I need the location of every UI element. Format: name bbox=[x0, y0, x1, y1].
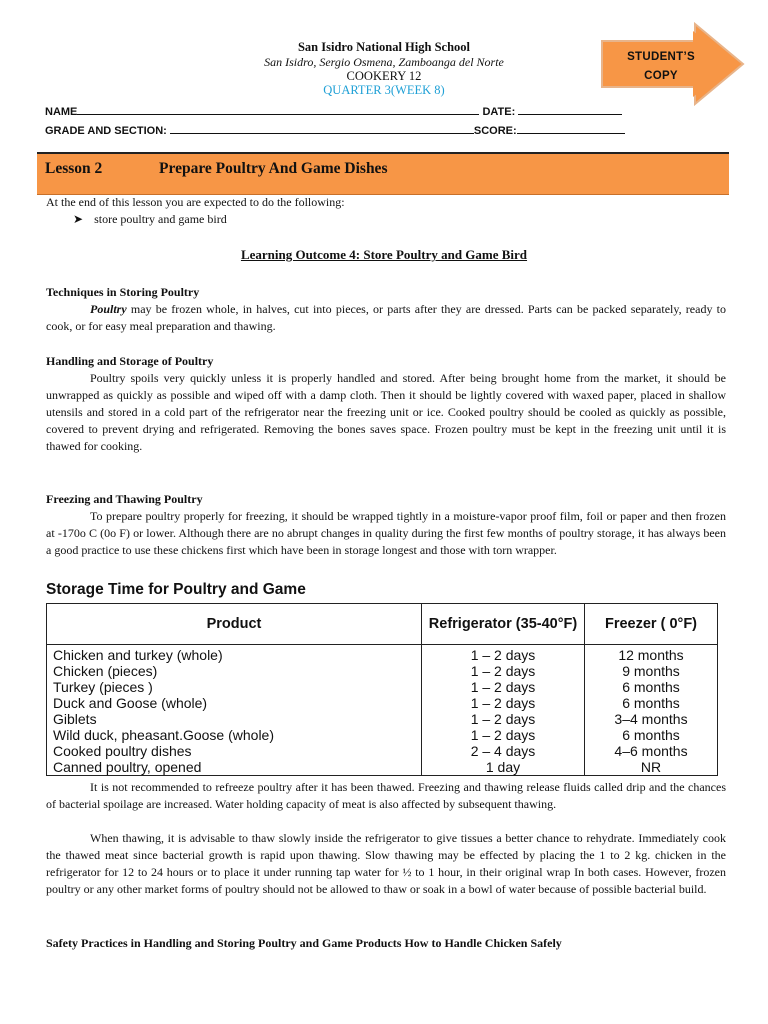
col-header-product: Product bbox=[47, 604, 422, 645]
freezing-heading: Freezing and Thawing Poultry bbox=[46, 492, 203, 506]
score-label: SCORE: bbox=[473, 125, 517, 137]
freezer-cell: 3–4 months bbox=[585, 711, 718, 727]
table-row bbox=[47, 663, 718, 679]
refrigerator-cell: 1 – 2 days bbox=[422, 727, 585, 743]
table-row bbox=[47, 759, 718, 776]
thawing-paragraph: When thawing, it is advisable to thaw slowly inside the refrigerator to give tissues a better chance to rehydrate. Immediately cook the thawed meat since bacterial growth is rapid upon thawing. Slow thawing may be effected by placing the 1 to 2 kg. chicken in the refrigerator for 12 to 24 hours or to place it under running tap water for ½ to 1 hour, in their original wrap In both cases. However, frozen poultry or any other market forms of poultry should not be allowed to thaw or soak in a bowl of water because of possible bacterial build. bbox=[46, 831, 726, 896]
product-cell: Turkey (pieces ) bbox=[47, 679, 422, 695]
table-row bbox=[47, 743, 718, 759]
school-name: San Isidro National High School bbox=[297, 40, 471, 54]
table-row bbox=[47, 645, 718, 664]
safety-heading: Safety Practices in Handling and Storing Poultry and Game Products How to Handle Chicken Safely bbox=[46, 936, 562, 950]
students-copy-arrow-icon bbox=[600, 22, 746, 106]
freezer-cell: 6 months bbox=[585, 679, 718, 695]
table-row bbox=[47, 727, 718, 743]
product-cell: Cooked poultry dishes bbox=[47, 743, 422, 759]
subject-title: COOKERY 12 bbox=[346, 69, 422, 83]
date-label: DATE: bbox=[482, 106, 516, 118]
freezing-paragraph: To prepare poultry properly for freezing, it should be wrapped tightly in a moisture-vapor proof film, foil or paper and then frozen at -170o C (0o F) or lower. Although there are no abrupt changes in quality during the first few months of poultry storage, it has always been a good practice to use these chickens first which have been in storage longest and those with torn wrapper. bbox=[46, 509, 726, 557]
badge-line-2: COPY bbox=[644, 70, 678, 82]
refrigerator-cell: 1 – 2 days bbox=[422, 695, 585, 711]
refrigerator-cell: 1 – 2 days bbox=[422, 645, 585, 664]
freezer-cell: NR bbox=[585, 759, 718, 776]
handling-heading: Handling and Storage of Poultry bbox=[46, 354, 214, 368]
grade-section-label: GRADE AND SECTION: bbox=[45, 125, 167, 137]
freezer-cell: 6 months bbox=[585, 727, 718, 743]
grade-score-line bbox=[45, 123, 625, 137]
lesson-title: Prepare Poultry And Game Dishes bbox=[159, 160, 388, 177]
objective-item bbox=[73, 212, 227, 227]
grade-section-field[interactable] bbox=[170, 123, 474, 134]
product-cell: Duck and Goose (whole) bbox=[47, 695, 422, 711]
techniques-paragraph bbox=[46, 301, 726, 335]
date-field[interactable] bbox=[518, 104, 622, 115]
techniques-text: may be frozen whole, in halves, cut into pieces, or parts after they are dressed. Parts can be packed separately, ready to cook, or for easy meal preparation and thawing. bbox=[46, 302, 726, 333]
col-header-refrigerator: Refrigerator (35-40°F) bbox=[422, 604, 585, 645]
table-row bbox=[47, 711, 718, 727]
storage-table-title: Storage Time for Poultry and Game bbox=[46, 581, 306, 598]
refrigerator-cell: 1 – 2 days bbox=[422, 663, 585, 679]
learning-outcome-heading: Learning Outcome 4: Store Poultry and Game Bird bbox=[240, 247, 528, 262]
freezer-cell: 9 months bbox=[585, 663, 718, 679]
refrigerator-cell: 1 day bbox=[422, 759, 585, 776]
product-cell: Giblets bbox=[47, 711, 422, 727]
refrigerator-cell: 2 – 4 days bbox=[422, 743, 585, 759]
freezer-cell: 4–6 months bbox=[585, 743, 718, 759]
lesson-number: Lesson 2 bbox=[45, 160, 103, 177]
col-header-freezer: Freezer ( 0°F) bbox=[585, 604, 718, 645]
refrigerator-cell: 1 – 2 days bbox=[422, 711, 585, 727]
objective-text: store poultry and game bird bbox=[94, 212, 227, 226]
freezer-cell: 12 months bbox=[585, 645, 718, 664]
table-row bbox=[47, 679, 718, 695]
arrow-bullet-icon: ➤ bbox=[73, 212, 84, 226]
lesson-header-bar bbox=[37, 152, 729, 195]
storage-time-table bbox=[46, 603, 718, 776]
refreeze-paragraph: It is not recommended to refreeze poultry after it has been thawed. Freezing and thawing release fluids called drip and the chances of bacterial spoilage are increased. Water holding capacity of meat is also affected by subsequent thawing. bbox=[46, 780, 726, 811]
score-field[interactable] bbox=[517, 123, 625, 134]
name-date-line bbox=[45, 104, 622, 118]
name-label: NAME bbox=[45, 106, 78, 118]
product-cell: Chicken and turkey (whole) bbox=[47, 645, 422, 664]
product-cell: Chicken (pieces) bbox=[47, 663, 422, 679]
refrigerator-cell: 1 – 2 days bbox=[422, 679, 585, 695]
badge-line-1: STUDENT’S bbox=[627, 51, 695, 63]
handling-paragraph: Poultry spoils very quickly unless it is properly handled and stored. After being brought home from the market, it should be unwrapped as quickly as possible and wiped off with a damp cloth. Then it should be lightly covered with waxed paper, placed in shallow utensils and stored in a cold part of the refrigerator near the freezing unit or ice. Cooked poultry should be cooled as quickly as possible, covered to prevent drying and refrigerated. Removing the bones saves space. Frozen poultry must be kept in the freezing unit until it is thawed for cooking. bbox=[46, 371, 726, 453]
table-row bbox=[47, 695, 718, 711]
quarter-label: QUARTER 3(WEEK 8) bbox=[323, 83, 445, 97]
poultry-lead: Poultry bbox=[90, 302, 127, 316]
school-address: San Isidro, Sergio Osmena, Zamboanga del Norte bbox=[264, 55, 504, 69]
name-field[interactable] bbox=[77, 104, 479, 115]
freezer-cell: 6 months bbox=[585, 695, 718, 711]
techniques-heading: Techniques in Storing Poultry bbox=[46, 285, 200, 299]
product-cell: Canned poultry, opened bbox=[47, 759, 422, 776]
product-cell: Wild duck, pheasant.Goose (whole) bbox=[47, 727, 422, 743]
intro-text: At the end of this lesson you are expected to do the following: bbox=[46, 195, 345, 209]
